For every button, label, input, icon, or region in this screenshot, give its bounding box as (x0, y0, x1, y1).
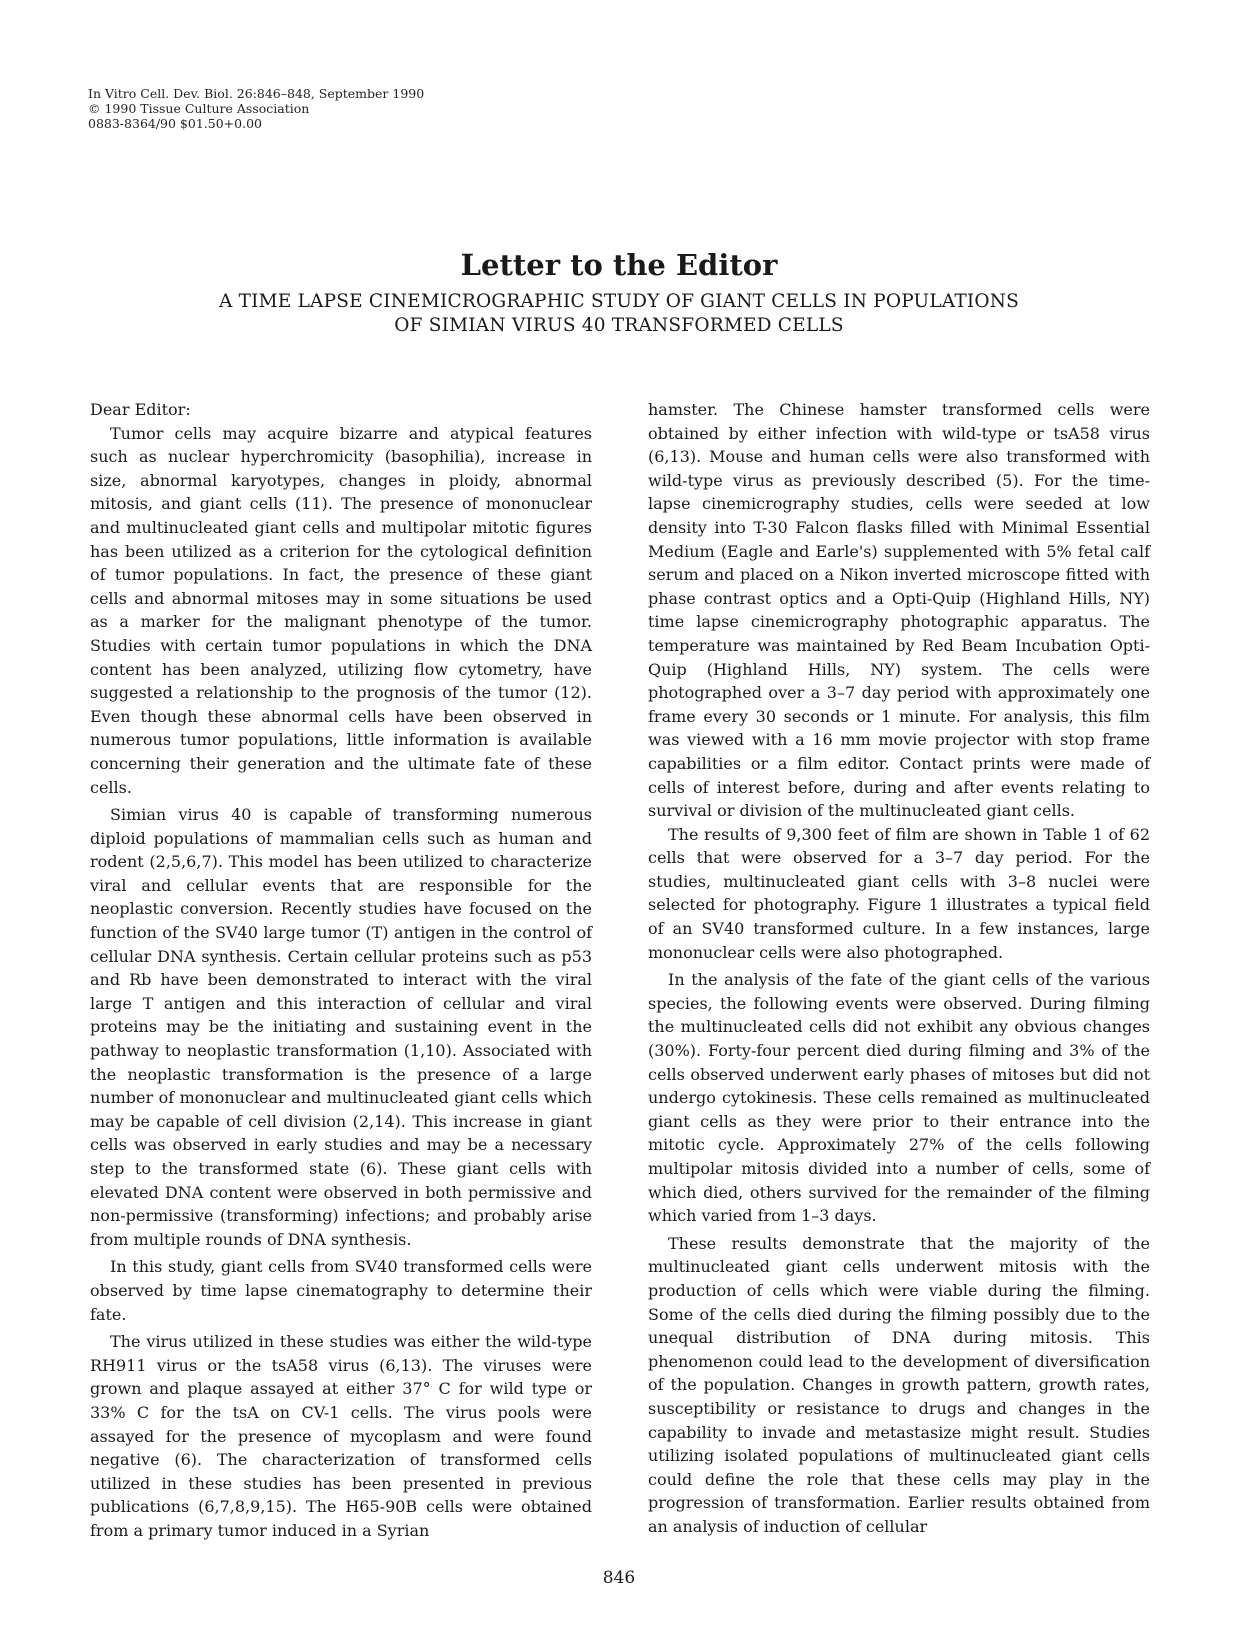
paragraph: The results of 9,300 feet of film are shown in Table 1 of 62 cells that were observed for a 3–7 day period. For the studies, multinucleated giant cells with 3–8 nuclei were selected for photography. Figure 1 illustrates a typical field of an SV40 transformed culture. In a few instances, large mononuclear cells were also photographed. (648, 824, 1150, 962)
paragraph: In the analysis of the fate of the giant cells of the various species, the following events were observed. During filming the multinucleated cells did not exhibit any obvious changes (30%). Forty-four percent died during filming and 3% of the cells observed underwent early phases of mitoses but did not undergo cytokinesis. These cells remained as multinucleated giant cells as they were prior to their entrance into the mitotic cycle. Approximately 27% of the cells following multipolar mitosis divided into a number of cells, some of which died, others survived for the remainder of the filming which varied from 1–3 days. (648, 970, 1150, 1226)
article-title-line-2: OF SIMIAN VIRUS 40 TRANSFORMED CELLS (394, 315, 844, 336)
left-column (90, 398, 592, 1547)
paragraph: In this study, giant cells from SV40 transformed cells were observed by time lapse cinematography to determine their fate. (90, 1257, 592, 1324)
paragraph: Simian virus 40 is capable of transforming numerous diploid populations of mammalian cells such as human and rodent (2,5,6,7). This model has been utilized to characterize viral and cellular events that are responsible for the neoplastic conversion. Recently studies have focused on the function of the SV40 large tumor (T) antigen in the control of cellular DNA synthesis. Certain cellular proteins such as p53 and Rb have been demonstrated to interact with the viral large T antigen and this interaction of cellular and viral proteins may be the initiating and sustaining event in the pathway to neoplastic transformation (1,10). Associated with the neoplastic transformation is the presence of a large number of mononuclear and multinucleated giant cells which may be capable of cell division (2,14). This increase in giant cells was observed in early studies and may be a necessary step to the transformed state (6). These giant cells with elevated DNA content were observed in both permissive and non-permissive (transforming) infections; and probably arise from multiple rounds of DNA synthesis. (90, 805, 592, 1249)
article-type-title: Letter to the Editor (460, 248, 778, 282)
paragraph: These results demonstrate that the majority of the multinucleated giant cells underwent mitosis with the production of cells which were viable during the filming. Some of the cells died during the filming possibly due to the unequal distribution of DNA during mitosis. This phenomenon could lead to the development of diversification of the population. Changes in growth pattern, growth rates, susceptibility or resistance to drugs and changes in the capability to invade and metastasize might result. Studies utilizing isolated populations of multinucleated giant cells could define the role that these cells may play in the progression of transformation. Earlier results obtained from an analysis of induction of cellular (648, 1233, 1150, 1536)
salutation: Dear Editor: (90, 400, 191, 419)
paragraph: Tumor cells may acquire bizarre and atypical features such as nuclear hyperchromicity (basophilia), increase in size, abnormal karyotypes, changes in ploidy, abnormal mitosis, and giant cells (11). The presence of mononuclear and multinucleated giant cells and multipolar mitotic figures has been utilized as a criterion for the cytological definition of tumor populations. In fact, the presence of these giant cells and abnormal mitoses may in some situations be used as a marker for the malignant phenotype of the tumor. Studies with certain tumor populations in which the DNA content has been analyzed, utilizing flow cytometry, have suggested a relationship to the prognosis of the tumor (12). Even though these abnormal cells have been observed in numerous tumor populations, little information is available concerning their generation and the ultimate fate of these cells. (90, 423, 592, 797)
paragraph-continuation: hamster. The Chinese hamster transformed cells were obtained by either infection with wild-type or tsA58 virus (6,13). Mouse and human cells were also transformed with wild-type virus as previously described (5). For the time-lapse cinemicrography studies, cells were seeded at low density into T-30 Falcon flasks filled with Minimal Essential Medium (Eagle and Earle's) supplemented with 5% fetal calf serum and placed on a Nikon inverted microscope fitted with phase contrast optics and a Opti-Quip (Highland Hills, NY) time lapse cinemicrography photographic apparatus. The temperature was maintained by Red Beam Incubation Opti-Quip (Highland Hills, NY) system. The cells were photographed over a 3–7 day period with approximately one frame every 30 seconds or 1 minute. For analysis, this film was viewed with a 16 mm movie projector with stop frame capabilities or a film editor. Contact prints were made of cells of interest before, during and after events relating to survival or division of the multinucleated giant cells. (648, 400, 1150, 821)
citation-line-issn: 0883-8364/90 $01.50+0.00 (88, 116, 262, 131)
paragraph: The virus utilized in these studies was either the wild-type RH911 virus or the tsA58 virus (6,13). The viruses were grown and plaque assayed at either 37° C for wild type or 33% C for the tsA on CV-1 cells. The virus pools were assayed for the presence of mycoplasm and were found negative (6). The characterization of transformed cells utilized in these studies has been presented in previous publications (6,7,8,9,15). The H65-90B cells were obtained from a primary tumor induced in a Syrian (90, 1332, 592, 1540)
page-number: 846 (602, 1568, 636, 1588)
right-column (648, 398, 1150, 1543)
article-title-line-1: A TIME LAPSE CINEMICROGRAPHIC STUDY OF GIANT CELLS IN POPULATIONS (218, 291, 1020, 312)
citation-line-journal: In Vitro Cell. Dev. Biol. 26:846–848, September 1990 (88, 86, 425, 101)
article-heading (0, 248, 1238, 338)
citation-line-copyright: © 1990 Tissue Culture Association (88, 101, 310, 116)
journal-citation (88, 86, 424, 131)
